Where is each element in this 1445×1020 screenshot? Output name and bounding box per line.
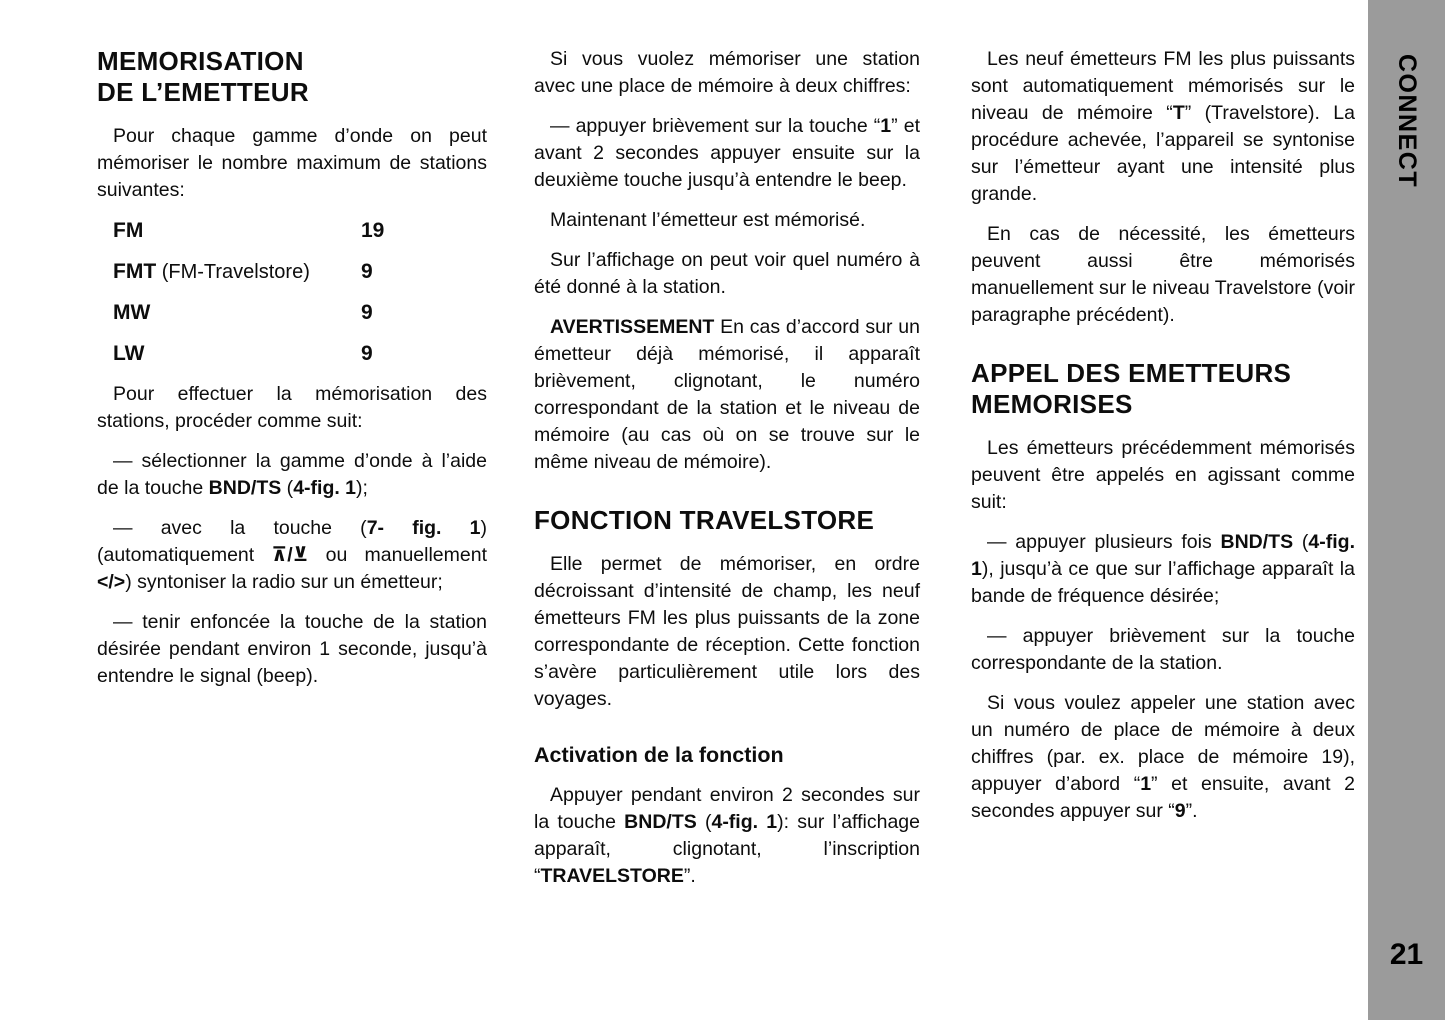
band-label: FM: [113, 219, 144, 242]
paragraph: Pour effectuer la mémorisation des stations, procéder comme suit:: [97, 383, 487, 432]
table-row: [97, 217, 487, 245]
paragraph: — sélectionner la gamme d’onde à l’aide de la touche BND/TS (4-fig. 1);: [97, 450, 487, 499]
paragraph: Maintenant l’émetteur est mémorisé.: [550, 209, 866, 231]
band-value: 9: [361, 260, 373, 283]
paragraph: — tenir enfoncée la touche de la station désirée pendant environ 1 seconde, jusqu’à entendre le signal (beep).: [97, 611, 487, 687]
band-value: 9: [361, 342, 373, 365]
paragraph: — avec la touche (7- fig. 1) (automatiquement ⊼/⊻ ou manuellement </>) syntoniser la radio sur un émetteur;: [97, 517, 487, 593]
paragraph: Les émetteurs précédemment mémorisés peuvent être appelés en agissant comme suit:: [971, 437, 1355, 513]
paragraph: Appuyer pendant environ 2 secondes sur la touche BND/TS (4-fig. 1): sur l’affichage apparaît, clignotant, l’inscription “TRAVELSTORE”.: [534, 784, 920, 887]
column-left: [97, 46, 487, 703]
band-label: MW: [113, 301, 151, 324]
column-right: [971, 46, 1355, 838]
table-row: [97, 258, 487, 286]
section-heading: Activation de la fonction: [534, 743, 784, 767]
section-heading: FONCTION TRAVELSTORE: [534, 505, 875, 535]
page-number: 21: [1389, 938, 1424, 971]
paragraph: — appuyer brièvement sur la touche “1” et avant 2 secondes appuyer ensuite sur la deuxième touche jusqu’à entendre le beep.: [534, 115, 920, 191]
table-row: [97, 340, 487, 368]
paragraph: Les neuf émetteurs FM les plus puissants sont automatiquement mémorisés sur le niveau de mémoire “T” (Travelstore). La procédure achevée, l’appareil se syntonise sur l’émetteur ayant une intensité plus grande.: [971, 48, 1356, 205]
band-label: FMT (FM-Travelstore): [113, 260, 310, 283]
band-value: 9: [361, 301, 373, 324]
band-value: 19: [361, 219, 385, 242]
paragraph: — appuyer brièvement sur la touche correspondante de la station.: [971, 625, 1355, 674]
section-heading: APPEL DES EMETTEURS MEMORISES: [971, 358, 1292, 419]
band-label: LW: [113, 342, 145, 365]
paragraph: Sur l’affichage on peut voir quel numéro à été donné à la station.: [534, 249, 920, 298]
paragraph: En cas de nécessité, les émetteurs peuvent aussi être mémorisés manuellement sur le niveau Travelstore (voir paragraphe précédent).: [971, 223, 1355, 326]
paragraph: Elle permet de mémoriser, en ordre décroissant d’intensité de champ, les neuf émetteurs FM les plus puissants de la zone correspondante de réception. Cette fonction s’avère particulièrement utile lors des voyages.: [534, 553, 920, 710]
paragraph: AVERTISSEMENT En cas d’accord sur un émetteur déjà mémorisé, il apparaît brièvement, clignotant, le numéro correspondant de la station et le niveau de mémoire (au cas où on se trouve sur le même niveau de mémoire).: [534, 316, 920, 473]
paragraph: Si vous vuolez mémoriser une station avec une place de mémoire à deux chiffres:: [534, 48, 920, 97]
section-heading: MEMORISATION DE L’EMETTEUR: [97, 46, 309, 107]
section-tab: [1368, 0, 1445, 1020]
paragraph: Pour chaque gamme d’onde on peut mémoriser le nombre maximum de stations suivantes:: [97, 125, 487, 201]
table-row: [97, 299, 487, 327]
column-middle: [534, 46, 920, 903]
paragraph: — appuyer plusieurs fois BND/TS (4-fig. 1), jusqu’à ce que sur l’affichage apparaît la bande de fréquence désirée;: [971, 531, 1355, 607]
section-tab-label: CONNECT: [1393, 54, 1421, 189]
paragraph: Si vous voulez appeler une station avec un numéro de place de mémoire à deux chiffres (par. ex. place de mémoire 19), appuyer d’abord “1” et ensuite, avant 2 secondes appuyer sur “9”.: [971, 692, 1355, 822]
band-memory-table: [97, 217, 487, 368]
